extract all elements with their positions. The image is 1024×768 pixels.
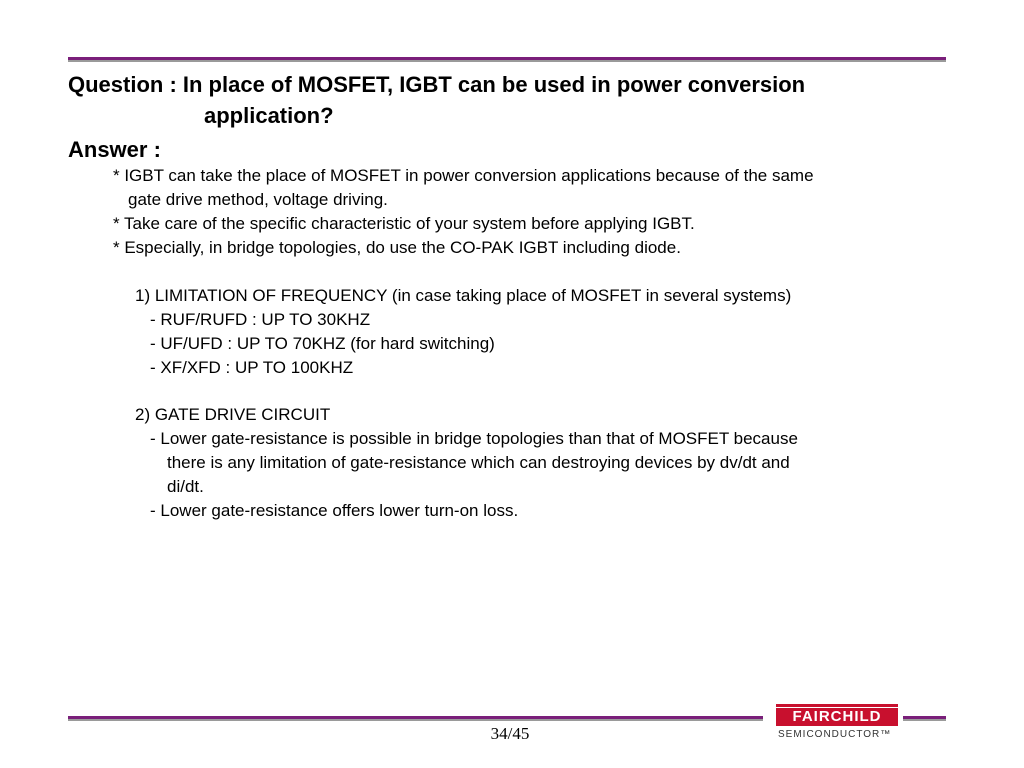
fairchild-logo <box>772 704 904 744</box>
section-2-heading: 2) GATE DRIVE CIRCUIT <box>135 405 331 424</box>
page-number: 34/45 <box>490 724 530 743</box>
question-line-2: application? <box>204 103 334 128</box>
answer-heading: Answer : <box>68 137 161 162</box>
top-divider <box>68 57 946 62</box>
bullet-1-continued: gate drive method, voltage driving. <box>128 190 388 209</box>
section-2-line: - Lower gate-resistance is possible in bridge topologies than that of MOSFET because <box>150 429 798 448</box>
logo-subtitle: SEMICONDUCTOR™ <box>778 729 892 740</box>
question-line-1: Question : In place of MOSFET, IGBT can be used in power conversion <box>68 72 806 97</box>
bullet-3: * Especially, in bridge topologies, do use the CO-PAK IGBT including diode. <box>113 238 681 257</box>
section-2-line: - Lower gate-resistance offers lower turn-on loss. <box>150 501 519 520</box>
section-1-item: - UF/UFD : UP TO 70KHZ (for hard switching) <box>150 334 495 353</box>
logo-stripe <box>776 704 898 707</box>
section-1-heading: 1) LIMITATION OF FREQUENCY (in case taking place of MOSFET in several systems) <box>135 286 792 305</box>
bottom-divider-right <box>903 716 946 721</box>
section-1-item: - XF/XFD : UP TO 100KHZ <box>150 358 354 377</box>
bullet-2: * Take care of the specific characteristic of your system before applying IGBT. <box>113 214 695 233</box>
section-2-line: di/dt. <box>167 477 204 496</box>
bottom-divider-left <box>68 716 763 721</box>
logo-wordmark: FAIRCHILD <box>776 708 898 726</box>
section-2-line: there is any limitation of gate-resistance which can destroying devices by dv/dt and <box>167 453 790 472</box>
bullet-1: * IGBT can take the place of MOSFET in power conversion applications because of the same <box>113 166 814 185</box>
section-1-item: - RUF/RUFD : UP TO 30KHZ <box>150 310 371 329</box>
